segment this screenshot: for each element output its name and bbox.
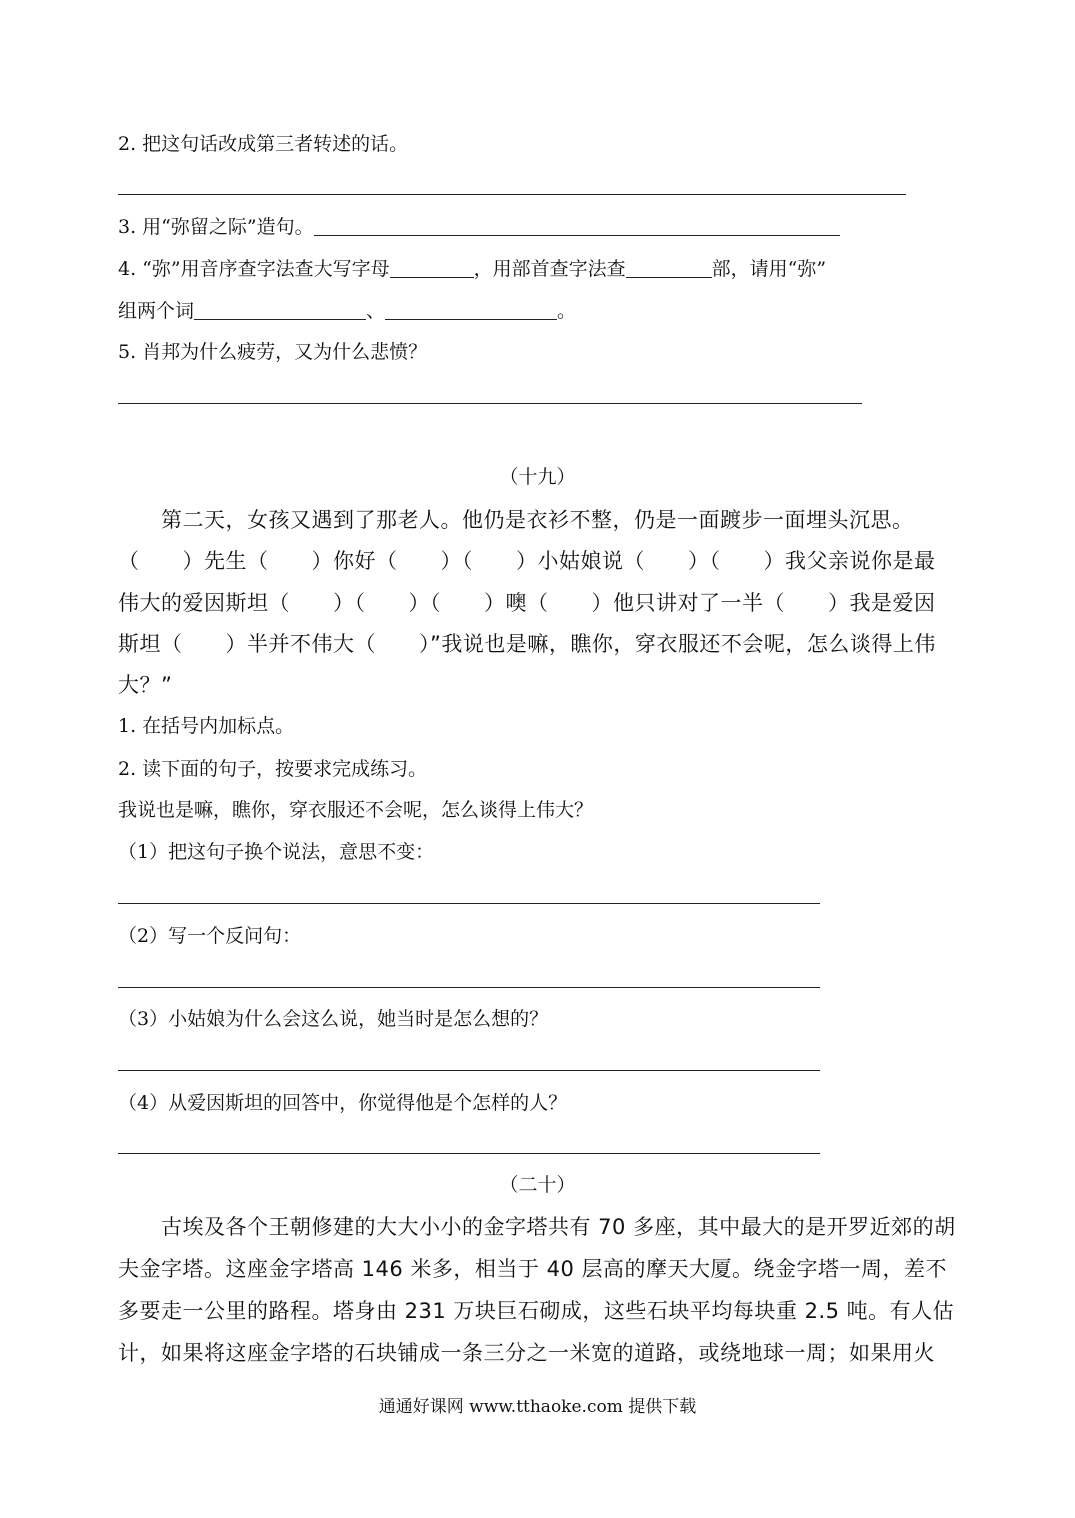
question-5: 5. 肖邦为什么疲劳，又为什么悲愤？ bbox=[118, 341, 428, 363]
question-2: 2. 把这句话改成第三者转述的话。 bbox=[118, 133, 409, 155]
passage-line: 夫金字塔。这座金字塔高 146 米多，相当于 40 层高的摩天大厦。绕金字塔一周，差不 bbox=[118, 1257, 948, 1281]
question-4-part-a: 4. “弥”用音序查字法查大写字母 bbox=[118, 258, 390, 280]
question-3 bbox=[118, 214, 840, 240]
passage-line: 大？” bbox=[118, 673, 173, 697]
passage-line: 斯坦（ ）半并不伟大（ ）”我说也是嘛，瞧你，穿衣服还不会呢，怎么谈得上伟 bbox=[118, 632, 936, 656]
question-3-text: 3. 用“弥留之际”造句。 bbox=[118, 216, 314, 238]
answer-blank bbox=[626, 257, 712, 278]
question-1: 1. 在括号内加标点。 bbox=[118, 715, 295, 737]
question-2: 2. 读下面的句子，按要求完成练习。 bbox=[118, 758, 428, 780]
question-4-part-b: ，用部首查字法查 bbox=[473, 258, 626, 280]
answer-line bbox=[118, 903, 820, 904]
section-19-heading: （十九） bbox=[499, 466, 576, 488]
sub-question-3: （3）小姑娘为什么会这么说，她当时是怎么想的？ bbox=[118, 1008, 549, 1030]
passage-line: 多要走一公里的路程。塔身由 231 万块巨石砌成，这些石块平均每块重 2.5 吨。有人估 bbox=[118, 1299, 955, 1323]
answer-line bbox=[118, 194, 906, 195]
sub-question-4: （4）从爱因斯坦的回答中，你觉得他是个怎样的人？ bbox=[118, 1092, 568, 1114]
section-20-heading: （二十） bbox=[499, 1174, 576, 1196]
passage-line: 计，如果将这座金字塔的石块铺成一条三分之一米宽的道路，或绕地球一周；如果用火 bbox=[118, 1341, 935, 1365]
answer-blank bbox=[314, 215, 840, 236]
answer-blank bbox=[385, 299, 557, 320]
answer-blank bbox=[390, 257, 474, 278]
passage-line: 伟大的爱因斯坦（ ）（ ）（ ）噢（ ）他只讲对了一半（ ）我是爱因 bbox=[118, 591, 936, 615]
passage-line: （ ）先生（ ）你好（ ）（ ）小姑娘说（ ）（ ）我父亲说你是最 bbox=[118, 549, 936, 573]
question-4 bbox=[118, 256, 826, 282]
answer-line bbox=[118, 403, 862, 404]
answer-line bbox=[118, 1153, 820, 1154]
answer-blank bbox=[194, 299, 366, 320]
question-4-continued bbox=[118, 298, 576, 324]
sub-question-2: （2）写一个反问句： bbox=[118, 925, 302, 947]
question-4-part-c: 部，请用“弥” bbox=[711, 258, 827, 280]
question-4-separator: 、 bbox=[366, 300, 386, 322]
example-sentence: 我说也是嘛，瞧你，穿衣服还不会呢，怎么谈得上伟大？ bbox=[118, 799, 594, 821]
passage-line: 古埃及各个王朝修建的大大小小的金字塔共有 70 多座，其中最大的是开罗近郊的胡 bbox=[118, 1215, 956, 1239]
answer-line bbox=[118, 987, 820, 988]
sub-question-1: （1）把这句子换个说法，意思不变： bbox=[118, 841, 435, 863]
passage-line: 第二天，女孩又遇到了那老人。他仍是衣衫不整，仍是一面踱步一面埋头沉思。 bbox=[118, 508, 914, 532]
answer-line bbox=[118, 1070, 820, 1071]
page-footer: 通通好课网 www.tthaoke.com 提供下载 bbox=[378, 1397, 697, 1417]
question-4-end: 。 bbox=[557, 300, 577, 322]
question-4-part-d: 组两个词 bbox=[118, 300, 195, 322]
